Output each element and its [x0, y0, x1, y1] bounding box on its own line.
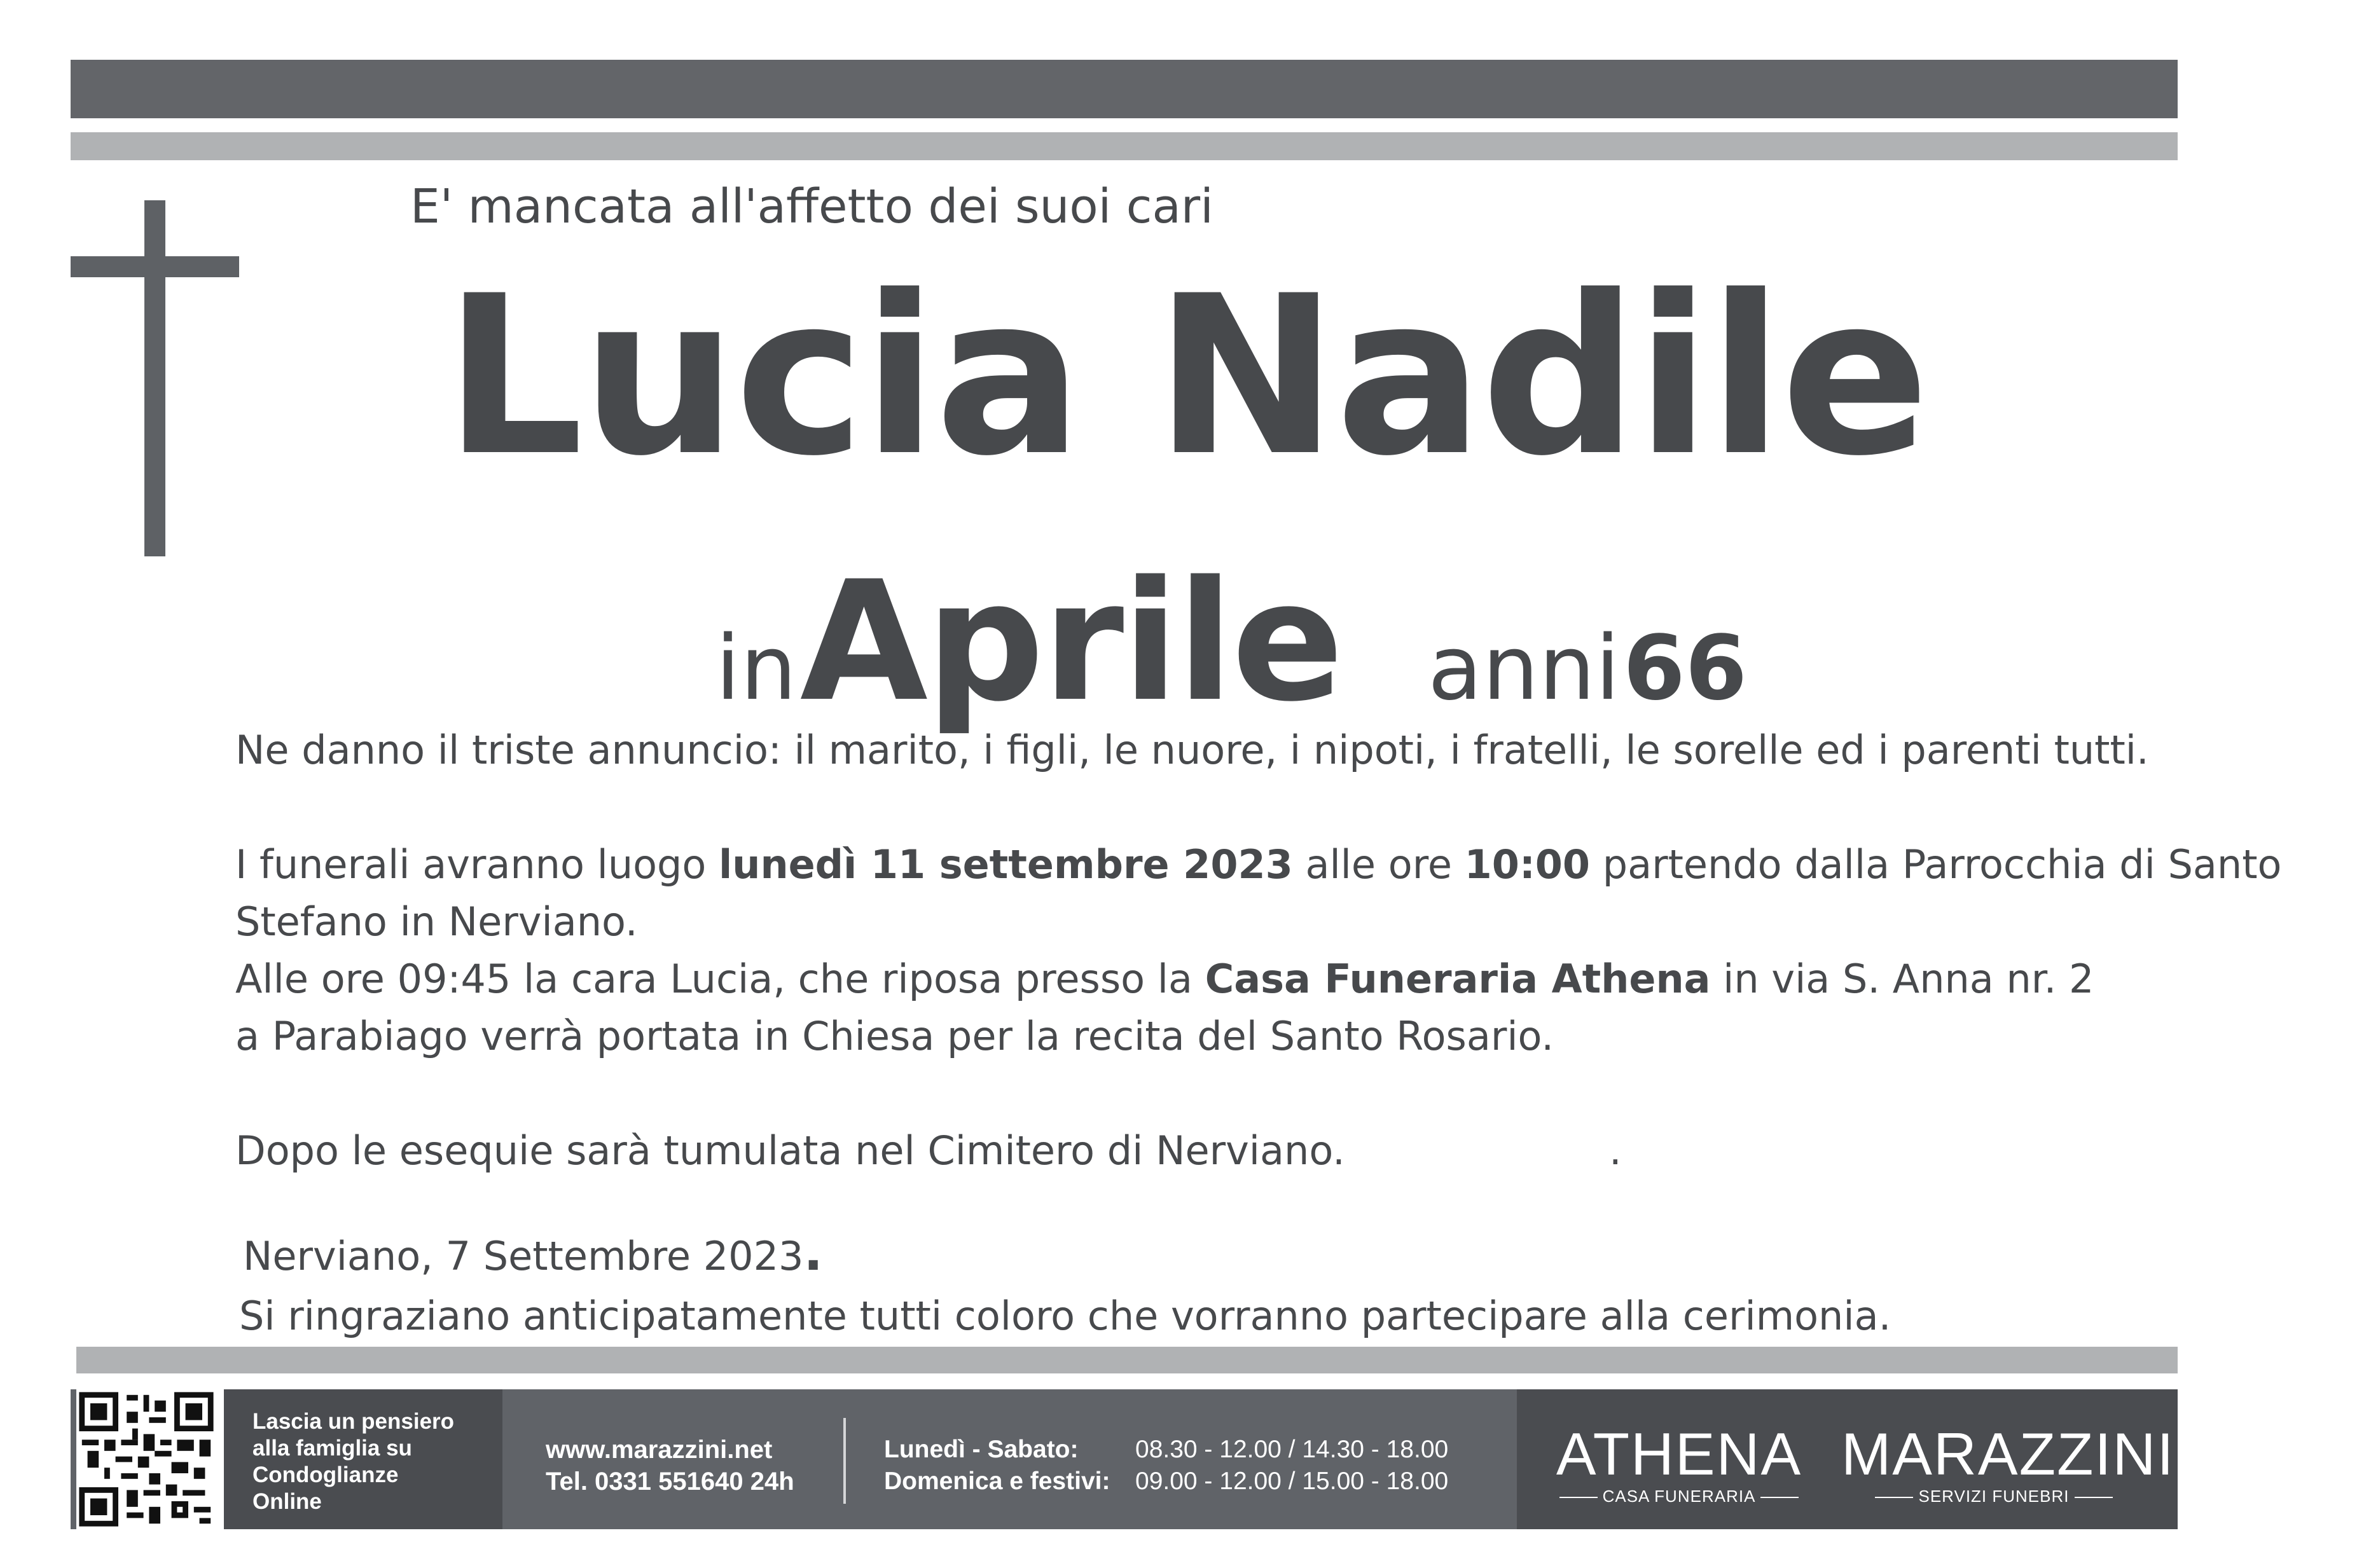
deceased-name: Lucia Nadile	[443, 249, 1928, 504]
funeral-info	[235, 836, 2281, 1065]
intro-text: E' mancata all'affetto dei suoi cari	[410, 179, 1213, 234]
footer-spacer	[216, 1389, 224, 1529]
top-band-light	[71, 132, 2178, 160]
hours-labels: Lunedì - Sabato: Domenica e festivi:	[884, 1436, 1110, 1495]
contact-info	[546, 1434, 794, 1497]
announcement: Ne danno il triste annuncio: il marito, i figli, le nuore, i nipoti, i fratelli, le sorelle ed i parenti tutti.	[235, 727, 2149, 773]
age-value: 66	[1623, 617, 1748, 720]
married-prefix: in	[715, 617, 797, 720]
phone-number[interactable]: Tel. 0331 551640 24h	[546, 1468, 794, 1496]
condolences-text[interactable]: Lascia un pensiero alla famiglia su Condoglianze Online	[252, 1409, 455, 1514]
marazzini-logo: MARAZZINI SERVIZI FUNEBRI	[1841, 1420, 2175, 1506]
hours-values: 08.30 - 12.00 / 14.30 - 18.00 09.00 - 12.00 / 15.00 - 18.00	[1135, 1436, 1449, 1495]
funeral-line-4: a Parabiago verrà portata in Chiesa per la recita del Santo Rosario.	[235, 1013, 1554, 1059]
funeral-line-2: Stefano in Nerviano.	[235, 898, 638, 945]
burial-dot: .	[1609, 1127, 1622, 1174]
married-name: Aprile	[799, 546, 1342, 738]
funeral-line-3: Alle ore 09:45 la cara Lucia, che riposa presso la Casa Funeraria Athena in via S. Anna nr. 2	[235, 956, 2094, 1002]
date-place: Nerviano, 7 Settembre 2023.	[243, 1223, 823, 1282]
footer-divider	[843, 1418, 846, 1504]
age-label: anni	[1427, 617, 1621, 720]
funeral-home: Casa Funeraria Athena	[1205, 956, 1711, 1002]
website-link[interactable]: www.marazzini.net	[546, 1436, 773, 1464]
athena-logo: ATHENA CASA FUNERARIA	[1552, 1424, 1806, 1506]
funeral-line-1: I funerali avranno luogo lunedì 11 settembre 2023 alle ore 10:00 partendo dalla Parrocchia di Santo	[235, 841, 2282, 888]
funeral-time: 10:00	[1464, 841, 1591, 888]
funeral-date: lunedì 11 settembre 2023	[719, 841, 1293, 888]
top-band-dark	[71, 60, 2178, 118]
qr-code-icon[interactable]	[76, 1389, 216, 1529]
married-name-line	[715, 546, 1748, 738]
burial-info: Dopo le esequie sarà tumulata nel Cimitero di Nerviano.	[235, 1127, 1345, 1174]
footer-top-band	[76, 1347, 2178, 1373]
thanks-text: Si ringraziano anticipatamente tutti coloro che vorranno partecipare alla cerimonia.	[239, 1293, 1891, 1339]
